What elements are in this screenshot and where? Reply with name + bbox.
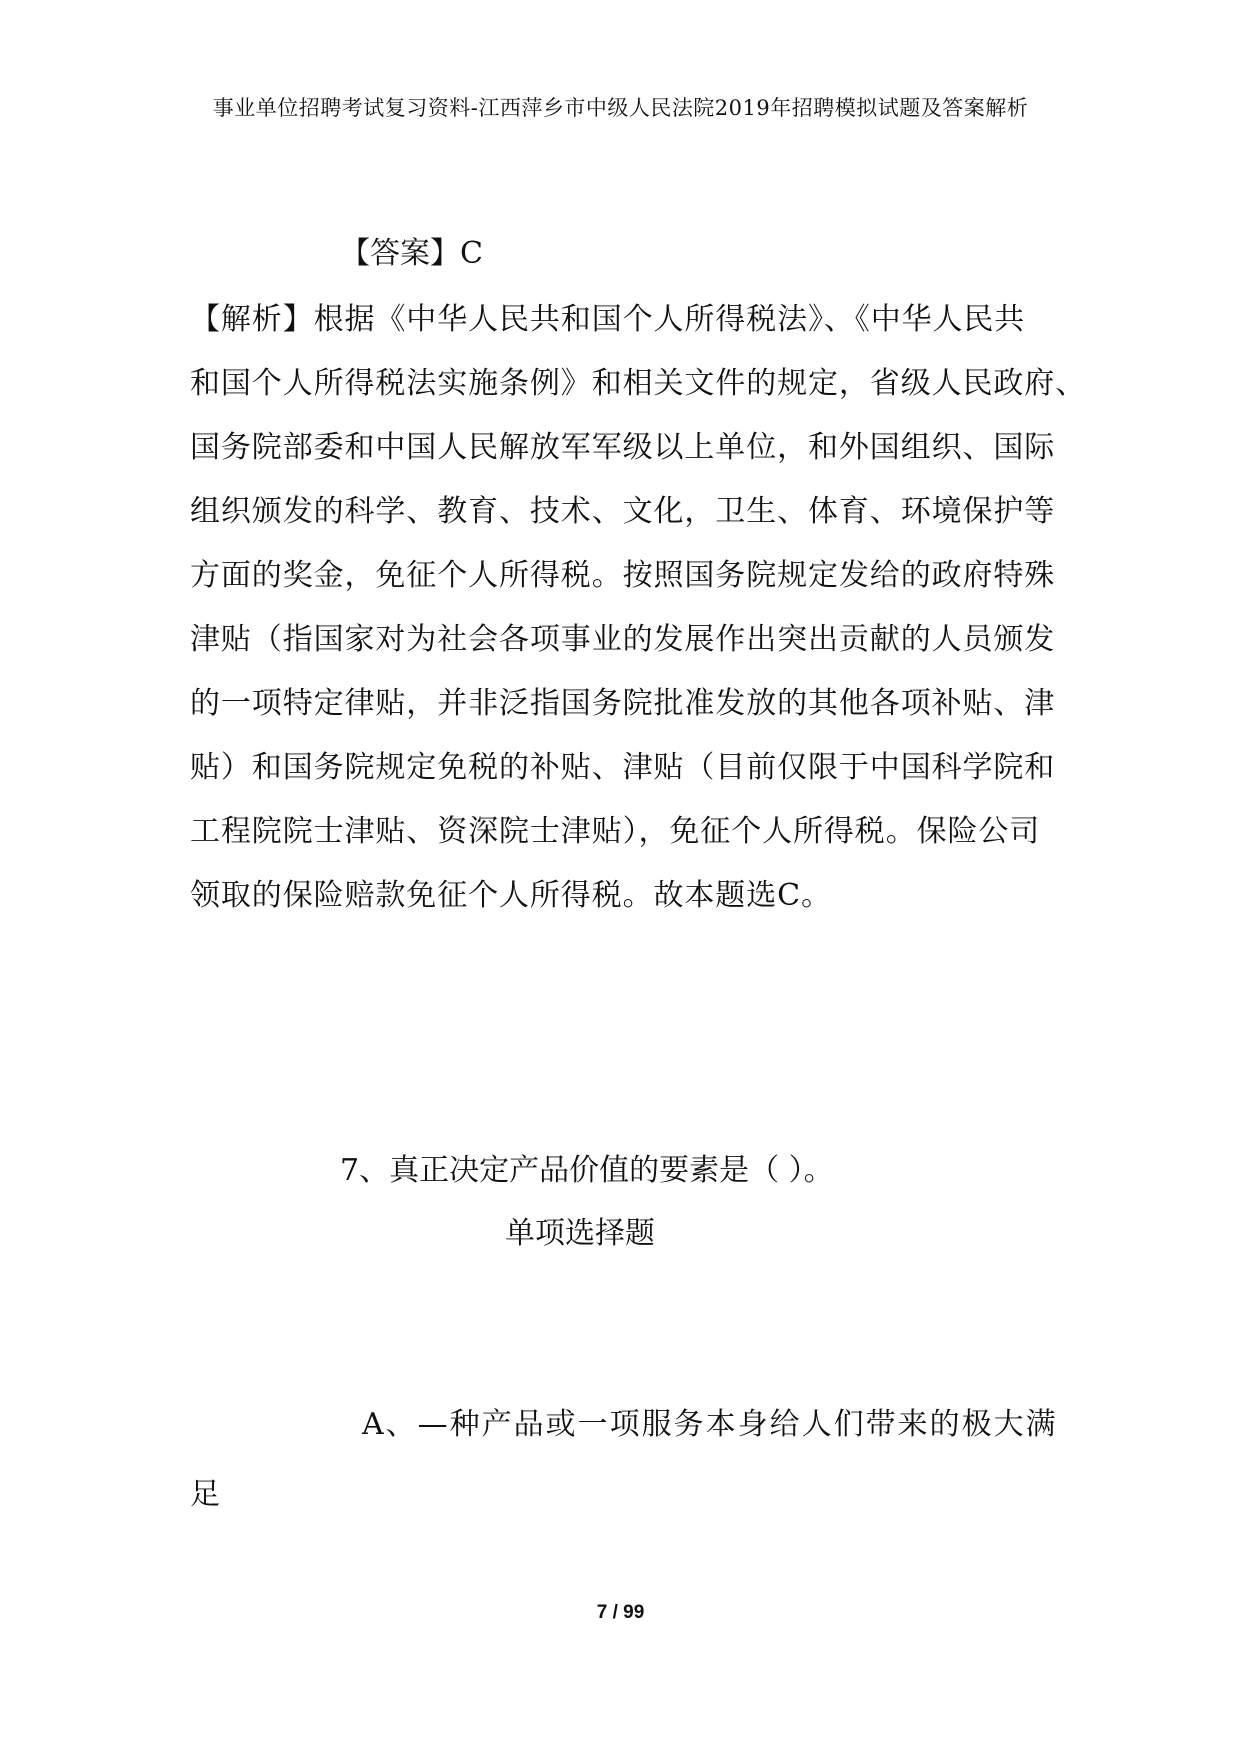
analysis-line: 和国个人所得税法实施条例》和相关文件的规定，省级人民政府、 <box>190 366 1087 401</box>
analysis-paragraph <box>190 288 1087 928</box>
analysis-line: 组织颁发的科学、教育、技术、文化，卫生、体育、环境保护等 <box>190 494 1056 529</box>
analysis-line: 方面的奖金，免征个人所得税。按照国务院规定发给的政府特殊 <box>190 558 1056 593</box>
document-header: 事业单位招聘考试复习资料-江西萍乡市中级人民法院2019年招聘模拟试题及答案解析 <box>212 96 1029 120</box>
question-type: 单项选择题 <box>505 1216 655 1251</box>
analysis-line: 贴）和国务院规定免税的补贴、津贴（目前仅限于中国科学院和 <box>190 750 1056 785</box>
analysis-line: 领取的保险赔款免征个人所得税。故本题选C。 <box>190 878 832 913</box>
question-stem: 7、真正决定产品价值的要素是（ ）。 <box>340 1153 834 1188</box>
analysis-line: 的一项特定律贴，并非泛指国务院批准发放的其他各项补贴、津 <box>190 686 1056 721</box>
analysis-line: 津贴（指国家对为社会各项事业的发展作出突出贡献的人员颁发 <box>190 622 1056 657</box>
analysis-line: 国务院部委和中国人民解放军军级以上单位，和外国组织、国际 <box>190 430 1056 465</box>
option-a-line: 足 <box>190 1477 221 1512</box>
analysis-line: 【解析】根据《中华人民共和国个人所得税法》、《中华人民共 <box>190 302 1026 337</box>
option-a-line: A、—种产品或一项服务本身给人们带来的极大满 <box>362 1407 1058 1442</box>
answer-label: 【答案】C <box>340 236 483 271</box>
analysis-line: 工程院院士津贴、资深院士津贴），免征个人所得税。保险公司 <box>190 814 1041 849</box>
page-number: 7 / 99 <box>596 1602 645 1623</box>
option-a <box>190 1390 1056 1530</box>
